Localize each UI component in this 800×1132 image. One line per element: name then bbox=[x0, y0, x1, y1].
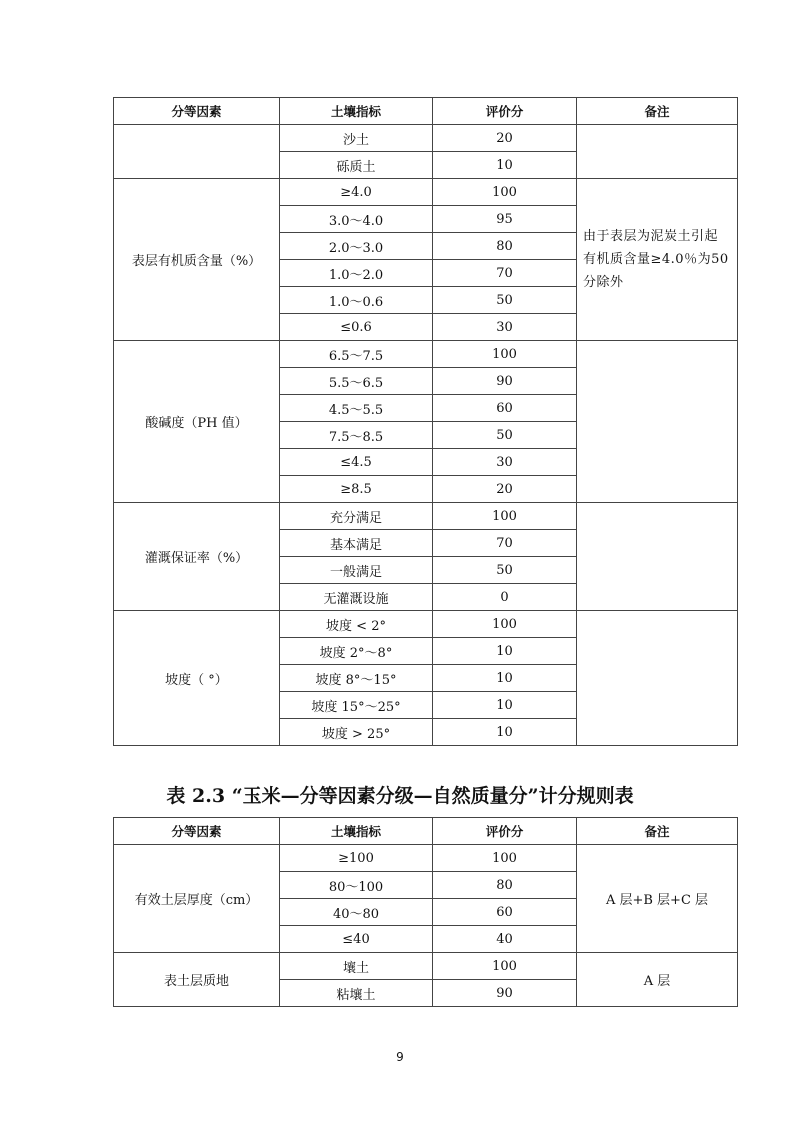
note-cell-empty bbox=[577, 341, 738, 503]
factor-cell: 表层有机质含量（%） bbox=[114, 179, 280, 341]
corn-scoring-table bbox=[113, 817, 738, 1007]
indicator-cell: 无灌溉设施 bbox=[280, 584, 433, 611]
score-cell: 70 bbox=[433, 260, 577, 287]
score-cell: 50 bbox=[433, 557, 577, 584]
score-cell: 80 bbox=[433, 872, 577, 899]
indicator-cell: 6.5～7.5 bbox=[280, 341, 433, 368]
indicator-cell: 2.0～3.0 bbox=[280, 233, 433, 260]
note-cell: A 层 bbox=[577, 953, 738, 1007]
score-cell: 100 bbox=[433, 503, 577, 530]
factor-cell: 灌溉保证率（%） bbox=[114, 503, 280, 611]
indicator-cell: 一般满足 bbox=[280, 557, 433, 584]
factor-cell: 酸碱度（PH 值） bbox=[114, 341, 280, 503]
header-score: 评价分 bbox=[433, 98, 577, 125]
indicator-cell: 充分满足 bbox=[280, 503, 433, 530]
table-row bbox=[114, 845, 738, 872]
score-cell: 10 bbox=[433, 719, 577, 746]
score-cell: 90 bbox=[433, 368, 577, 395]
score-cell: 60 bbox=[433, 899, 577, 926]
score-cell: 30 bbox=[433, 449, 577, 476]
scoring-table-continued bbox=[113, 97, 738, 746]
indicator-cell: 1.0～2.0 bbox=[280, 260, 433, 287]
header-factor: 分等因素 bbox=[114, 818, 280, 845]
indicator-cell: ≥4.0 bbox=[280, 179, 433, 206]
score-cell: 60 bbox=[433, 395, 577, 422]
score-cell: 0 bbox=[433, 584, 577, 611]
indicator-cell: ≥8.5 bbox=[280, 476, 433, 503]
factor-cell: 有效土层厚度（cm） bbox=[114, 845, 280, 953]
header-note: 备注 bbox=[577, 818, 738, 845]
indicator-cell: 坡度 > 25° bbox=[280, 719, 433, 746]
note-cell-empty bbox=[577, 611, 738, 746]
table-header-row bbox=[114, 98, 738, 125]
indicator-cell: 坡度 < 2° bbox=[280, 611, 433, 638]
indicator-cell: 1.0～0.6 bbox=[280, 287, 433, 314]
indicator-cell: 壤土 bbox=[280, 953, 433, 980]
factor-cell: 坡度（ °） bbox=[114, 611, 280, 746]
header-note: 备注 bbox=[577, 98, 738, 125]
table-row bbox=[114, 611, 738, 638]
indicator-cell: 沙土 bbox=[280, 125, 433, 152]
indicator-cell: 7.5～8.5 bbox=[280, 422, 433, 449]
score-cell: 70 bbox=[433, 530, 577, 557]
table-row bbox=[114, 179, 738, 206]
score-cell: 40 bbox=[433, 926, 577, 953]
header-indicator: 土壤指标 bbox=[280, 818, 433, 845]
indicator-cell: ≤4.5 bbox=[280, 449, 433, 476]
indicator-cell: 砾质土 bbox=[280, 152, 433, 179]
score-cell: 10 bbox=[433, 152, 577, 179]
table-header-row bbox=[114, 818, 738, 845]
indicator-cell: ≥100 bbox=[280, 845, 433, 872]
note-cell: 由于表层为泥炭土引起有机质含量≥4.0％为50分除外 bbox=[577, 179, 738, 341]
indicator-cell: 坡度 15°～25° bbox=[280, 692, 433, 719]
indicator-cell: 5.5～6.5 bbox=[280, 368, 433, 395]
header-score: 评价分 bbox=[433, 818, 577, 845]
note-cell-empty bbox=[577, 503, 738, 611]
table-row bbox=[114, 503, 738, 530]
indicator-cell: 80～100 bbox=[280, 872, 433, 899]
score-cell: 50 bbox=[433, 422, 577, 449]
table-caption: 表 2.3 “玉米—分等因素分级—自然质量分”计分规则表 bbox=[166, 785, 634, 807]
note-cell-empty bbox=[577, 125, 738, 179]
indicator-cell: ≤40 bbox=[280, 926, 433, 953]
score-cell: 100 bbox=[433, 341, 577, 368]
score-cell: 20 bbox=[433, 125, 577, 152]
score-cell: 90 bbox=[433, 980, 577, 1007]
indicator-cell: 基本满足 bbox=[280, 530, 433, 557]
header-factor: 分等因素 bbox=[114, 98, 280, 125]
indicator-cell: ≤0.6 bbox=[280, 314, 433, 341]
score-cell: 100 bbox=[433, 845, 577, 872]
indicator-cell: 坡度 2°～8° bbox=[280, 638, 433, 665]
score-cell: 10 bbox=[433, 638, 577, 665]
factor-cell-empty bbox=[114, 125, 280, 179]
table-row bbox=[114, 125, 738, 152]
score-cell: 100 bbox=[433, 953, 577, 980]
table-row bbox=[114, 953, 738, 980]
score-cell: 100 bbox=[433, 179, 577, 206]
indicator-cell: 40～80 bbox=[280, 899, 433, 926]
indicator-cell: 粘壤土 bbox=[280, 980, 433, 1007]
factor-cell: 表土层质地 bbox=[114, 953, 280, 1007]
note-cell: A 层+B 层+C 层 bbox=[577, 845, 738, 953]
score-cell: 100 bbox=[433, 611, 577, 638]
indicator-cell: 3.0～4.0 bbox=[280, 206, 433, 233]
score-cell: 20 bbox=[433, 476, 577, 503]
table-row bbox=[114, 341, 738, 368]
score-cell: 30 bbox=[433, 314, 577, 341]
score-cell: 10 bbox=[433, 665, 577, 692]
score-cell: 95 bbox=[433, 206, 577, 233]
score-cell: 10 bbox=[433, 692, 577, 719]
indicator-cell: 4.5～5.5 bbox=[280, 395, 433, 422]
header-indicator: 土壤指标 bbox=[280, 98, 433, 125]
score-cell: 50 bbox=[433, 287, 577, 314]
indicator-cell: 坡度 8°～15° bbox=[280, 665, 433, 692]
score-cell: 80 bbox=[433, 233, 577, 260]
page-number: 9 bbox=[396, 1050, 404, 1064]
